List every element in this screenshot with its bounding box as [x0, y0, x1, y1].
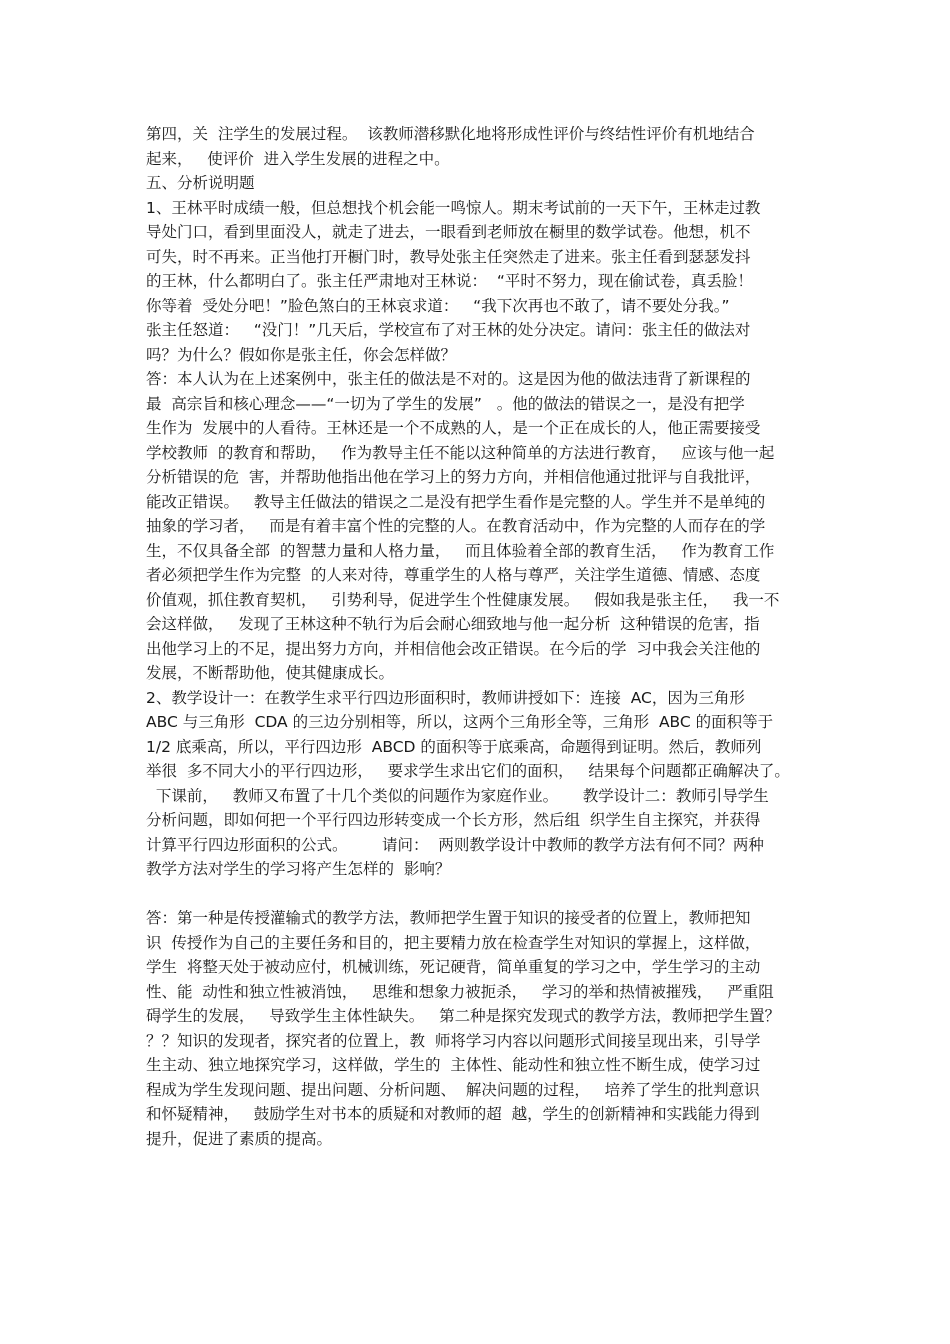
text-line: 答：第一种是传授灌输式的教学方法，教师把学生置于知识的接受者的位置上，教师把知: [146, 909, 751, 927]
text-line: 1/2 底乘高，所以，平行四边形 ABCD 的面积等于底乘高，命题得到证明。然后，教师列: [146, 737, 762, 756]
text-line: 会这样做， 发现了王林这种不轨行为后会耐心细致地与他一起分析 这种错误的危害，指: [146, 615, 760, 633]
text-line: 者必须把学生作为完整 的人来对待，尊重学生的人格与尊严，关注学生道德、情感、态度: [146, 566, 761, 584]
text-line: 出他学习上的不足，提出努力方向，并相信他会改正错误。在今后的学 习中我会关注他的: [146, 639, 761, 658]
text-line: 导处门口，看到里面没人，就走了进去，一眼看到老师放在橱里的数学试卷。他想，机不: [146, 223, 751, 241]
text-line: 识 传授作为自己的主要任务和目的，把主要精力放在检查学生对知识的掌握上，这样做，: [146, 933, 761, 952]
text-line: 1、王林平时成绩一般，但总想找个机会能一鸣惊人。期末考试前的一天下午，王林走过教: [146, 198, 761, 217]
text-line: 抽象的学习者， 而是有着丰富个性的完整的人。在教育活动中，作为完整的人而存在的学: [146, 517, 766, 535]
text-line: 张主任怒道： “没门！”几天后，学校宣布了对王林的处分决定。请问：张主任的做法对: [146, 321, 751, 339]
text-line: 碍学生的发展， 导致学生主体性缺失。 第二种是探究发现式的教学方法，教师把学生置？: [146, 1007, 781, 1025]
text-line: 起来， 使评价 进入学生发展的进程之中。: [146, 149, 450, 168]
text-line: 提升，促进了素质的提高。: [146, 1129, 333, 1148]
text-line: 价值观，抓住教育契机， 引势利导，促进学生个性健康发展。 假如我是张主任， 我一不: [146, 590, 780, 609]
text-line: 学校教师 的教育和帮助， 作为教导主任不能以这种简单的方法进行教育， 应该与他一起: [146, 443, 775, 462]
text-line: 五、分析说明题: [146, 174, 255, 192]
text-line: 教学方法对学生的学习将产生怎样的 影响？: [146, 860, 451, 878]
text-line: 下课前， 教师又布置了十几个类似的问题作为家庭作业。 教学设计二：教师引导学生: [146, 786, 769, 805]
text-line: 计算平行四边形面积的公式。 请问： 两则教学设计中教师的教学方法有何不同？两种: [146, 835, 764, 854]
text-line: 和怀疑精神， 鼓励学生对书本的质疑和对教师的超 越，学生的创新精神和实践能力得到: [146, 1105, 760, 1123]
text-line: 答：本人认为在上述案例中，张主任的做法是不对的。这是因为他的做法违背了新课程的: [146, 370, 751, 388]
text-line: ABC 与三角形 CDA 的三边分别相等，所以，这两个三角形全等，三角形 ABC 的面积等于: [146, 713, 774, 731]
text-line: 生，不仅具备全部 的智慧力量和人格力量， 而且体验着全部的教育生活， 作为教育工作: [146, 541, 775, 560]
text-line: 性、能 动性和独立性被消蚀， 思维和想象力被扼杀， 学习的举和热情被摧残， 严重阻: [146, 982, 774, 1001]
text-line: 最 高宗旨和核心理念——“一切为了学生的发展” 。他的做法的错误之一，是没有把学: [146, 394, 745, 413]
blank-line: [146, 882, 810, 907]
text-line: 你等着 受处分吧！”脸色煞白的王林哀求道： “我下次再也不敢了，请不要处分我。”: [146, 296, 730, 315]
text-line: 第四，关 注学生的发展过程。 该教师潜移默化地将形成性评价与终结性评价有机地结合: [146, 125, 755, 143]
text-line: 生作为 发展中的人看待。王林还是一个不成熟的人，是一个正在成长的人，他正需要接受: [146, 419, 761, 437]
document-body: [146, 122, 810, 1151]
text-line: 分析错误的危 害，并帮助他指出他在学习上的努力方向，并相信他通过批评与自我批评，: [146, 468, 761, 486]
text-line: 程成为学生发现问题、提出问题、分析问题、 解决问题的过程， 培养了学生的批判意识: [146, 1080, 760, 1099]
text-line: ？？知识的发现者，探究者的位置上，教 师将学习内容以问题形式间接呈现出来，引导学: [146, 1031, 761, 1050]
text-line: 可失，时不再来。正当他打开橱门时，教导处张主任突然走了进来。张主任看到瑟瑟发抖: [146, 247, 751, 266]
text-line: 吗？为什么？假如你是张主任，你会怎样做？: [146, 345, 457, 364]
text-line: 的王林，什么都明白了。张主任严肃地对王林说： “平时不努力，现在偷试卷，真丢脸！: [146, 272, 753, 290]
text-line: 能改正错误。 教导主任做法的错误之二是没有把学生看作是完整的人。学生并不是单纯的: [146, 492, 766, 511]
text-line: 举很 多不同大小的平行四边形， 要求学生求出它们的面积， 结果每个问题都正确解决了。: [146, 762, 790, 780]
text-line: 分析问题，即如何把一个平行四边形转变成一个长方形，然后组 织学生自主探究，并获得: [146, 811, 761, 829]
text-line: 学生 将整天处于被动应付，机械训练，死记硬背，简单重复的学习之中，学生学习的主动: [146, 958, 761, 976]
text-line: 2、教学设计一：在教学生求平行四边形面积时，教师讲授如下：连接 AC，因为三角形: [146, 688, 745, 707]
text-line: 发展，不断帮助他，使其健康成长。: [146, 664, 395, 682]
text-line: 生主动、独立地探究学习，这样做，学生的 主体性、能动性和独立性不断生成，使学习过: [146, 1056, 761, 1074]
